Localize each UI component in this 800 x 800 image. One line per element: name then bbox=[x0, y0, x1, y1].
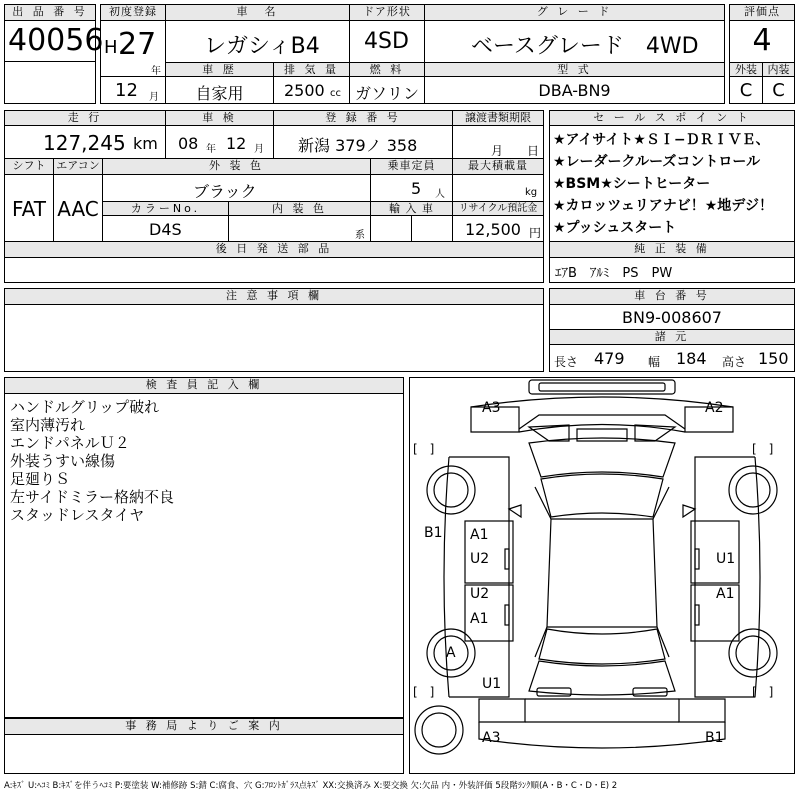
interior-color-cell bbox=[228, 215, 371, 242]
mark-left-rear-quarter: U1 bbox=[482, 676, 502, 692]
history: 自家用 bbox=[195, 84, 244, 103]
interior-color-header: 内 装 色 bbox=[228, 201, 371, 216]
trunk bbox=[529, 661, 675, 695]
model-code: DBA-BN9 bbox=[538, 81, 611, 100]
chassis-header: 車 台 番 号 bbox=[549, 288, 795, 305]
sales-line: ★アイサイト★ＳＩ−ＤＲＩＶＥ、 bbox=[553, 132, 770, 148]
length-label: 長さ bbox=[554, 355, 579, 369]
shift: FAT bbox=[11, 197, 46, 221]
plate-header: 登 録 番 号 bbox=[273, 110, 453, 126]
office-header: 事 務 局 よ り ご 案 内 bbox=[4, 718, 404, 735]
sales-cell bbox=[549, 125, 795, 242]
era: H bbox=[104, 37, 118, 58]
lot-no-cell bbox=[4, 20, 104, 62]
rear-outline bbox=[479, 699, 725, 722]
door-type: 4SD bbox=[364, 29, 409, 54]
equipment-list: ｴｱB ｱﾙﾐ PS PW bbox=[555, 266, 673, 281]
mark-right-rear-door: A1 bbox=[716, 586, 735, 602]
recycle-cell bbox=[452, 215, 544, 242]
inspector-header: 検 査 員 記 入 欄 bbox=[4, 377, 404, 394]
transfer-month-unit: 月 bbox=[491, 144, 504, 158]
inspection-cell bbox=[165, 125, 274, 159]
office-cell bbox=[4, 734, 404, 774]
inspection-year: 08 bbox=[178, 134, 199, 153]
roof bbox=[547, 519, 657, 627]
transfer-day-unit: 日 bbox=[527, 144, 540, 158]
mark-front-left: A3 bbox=[482, 400, 501, 416]
car-diagram bbox=[409, 377, 795, 774]
lot-no-header: 出 品 番 号 bbox=[4, 4, 96, 21]
later-parts-header: 後 日 発 送 部 品 bbox=[4, 241, 544, 258]
sales-header: セ ー ル ス ポ イ ン ト bbox=[549, 110, 795, 126]
inspection-month: 12 bbox=[226, 134, 247, 153]
body-left bbox=[449, 457, 509, 697]
interior-grade-cell bbox=[762, 76, 795, 104]
door-header: ドア形状 bbox=[349, 4, 425, 21]
width: 184 bbox=[676, 349, 707, 368]
mark-rear-left: A3 bbox=[482, 730, 501, 746]
equipment-cell bbox=[549, 257, 795, 283]
model-cell bbox=[424, 76, 725, 104]
length: 479 bbox=[594, 349, 625, 368]
mark-left-rear-door-2: A1 bbox=[470, 611, 489, 627]
displacement-cell bbox=[273, 76, 350, 104]
chassis-cell bbox=[549, 304, 795, 330]
first-reg-month: 12 bbox=[115, 80, 138, 101]
plate-cell bbox=[273, 125, 453, 159]
front-bumper-outline bbox=[529, 380, 675, 394]
body-right bbox=[695, 457, 755, 697]
capacity-unit: 人 bbox=[435, 189, 445, 200]
color-cell bbox=[102, 174, 371, 202]
mark-left-fender: B1 bbox=[424, 525, 443, 541]
score-cell bbox=[729, 20, 795, 63]
dims-cell bbox=[549, 344, 795, 372]
displacement-unit: cc bbox=[330, 88, 341, 99]
equipment-header: 純 正 装 備 bbox=[549, 241, 795, 258]
later-parts-cell bbox=[4, 257, 544, 283]
inspection-header: 車 検 bbox=[165, 110, 274, 126]
height: 150 bbox=[758, 349, 789, 368]
bracket-left-top: [ ] bbox=[413, 442, 435, 456]
chassis-number: BN9-008607 bbox=[622, 308, 722, 327]
sales-line: ★BSM★シートヒーター bbox=[553, 176, 711, 192]
color-header: 外 装 色 bbox=[102, 158, 371, 175]
notes-header: 注 意 事 項 欄 bbox=[4, 288, 544, 305]
transfer-header: 譲渡書類期限 bbox=[452, 110, 544, 126]
mileage-cell bbox=[4, 125, 166, 159]
bracket-right-bottom: [ ] bbox=[752, 685, 774, 699]
load-header: 最大積載量 bbox=[452, 158, 544, 175]
inspector-line: ハンドルグリップ破れ bbox=[10, 398, 160, 416]
inspection-year-unit: 年 bbox=[206, 144, 216, 155]
recycle-unit: 円 bbox=[529, 226, 542, 240]
mark-left-front-door-1: A1 bbox=[470, 527, 489, 543]
fuel-header: 燃 料 bbox=[349, 62, 425, 77]
fuel-cell bbox=[349, 76, 425, 104]
notes-cell bbox=[4, 304, 544, 372]
mark-right-front-door: U1 bbox=[716, 551, 736, 567]
interior-grade: C bbox=[772, 80, 785, 101]
plate-number: 新潟 379ノ 358 bbox=[298, 136, 418, 155]
grade: ベースグレード 4WD bbox=[471, 34, 699, 59]
color-no: D4S bbox=[149, 220, 182, 239]
door-cell bbox=[349, 20, 425, 63]
exterior-grade-cell bbox=[729, 76, 763, 104]
model-header: 型 式 bbox=[424, 62, 725, 77]
dims-header: 諸 元 bbox=[549, 329, 795, 345]
mark-front-right: A2 bbox=[705, 400, 724, 416]
grade-header: グ レ ー ド bbox=[424, 4, 725, 21]
lot-no-blank bbox=[4, 61, 96, 104]
bracket-right-top: [ ] bbox=[752, 442, 774, 456]
inspector-cell bbox=[4, 393, 404, 718]
front-outline bbox=[471, 407, 733, 432]
mileage: 127,245 bbox=[43, 131, 126, 155]
import-header: 輸 入 車 bbox=[370, 201, 453, 216]
year-unit: 年 bbox=[151, 66, 161, 77]
mark-left-rear-wheel: A bbox=[446, 645, 456, 661]
first-reg-year: 27 bbox=[118, 27, 157, 62]
sales-line: ★レーダークルーズコントロール bbox=[553, 154, 761, 170]
shift-header: シフト bbox=[4, 158, 54, 175]
capacity: 5 bbox=[411, 179, 422, 198]
inspection-month-unit: 月 bbox=[254, 144, 264, 155]
import-cell-2 bbox=[411, 215, 453, 242]
transfer-cell bbox=[452, 125, 544, 159]
score-header: 評価点 bbox=[729, 4, 795, 21]
grade-cell bbox=[424, 20, 725, 63]
recycle-amount: 12,500 bbox=[465, 220, 521, 239]
load-cell bbox=[452, 174, 544, 202]
recycle-header: リサイクル預託金 bbox=[452, 201, 544, 216]
width-label: 幅 bbox=[648, 355, 661, 369]
exterior-grade: C bbox=[739, 80, 753, 101]
inspector-line: 外装うすい線傷 bbox=[10, 452, 116, 470]
inspector-line: エンドパネルＵ２ bbox=[10, 434, 130, 452]
ac-cell bbox=[53, 174, 103, 242]
history-cell bbox=[165, 76, 274, 104]
import-cell bbox=[370, 215, 412, 242]
ac-header: エアコン bbox=[53, 158, 103, 175]
mark-left-front-door-2: U2 bbox=[470, 551, 490, 567]
ac: AAC bbox=[57, 197, 99, 221]
first-reg-cell bbox=[100, 20, 166, 77]
mark-rear-right: B1 bbox=[705, 730, 724, 746]
sales-line: ★プッシュスタート bbox=[553, 220, 677, 236]
sales-line: ★カロッツェリアナビ！★地デジ！ bbox=[553, 198, 773, 214]
mileage-header: 走 行 bbox=[4, 110, 166, 126]
car-name-header: 車 名 bbox=[165, 4, 350, 21]
mileage-unit: km bbox=[133, 134, 158, 153]
lot-no: 40056 bbox=[8, 23, 104, 58]
shift-cell bbox=[4, 174, 54, 242]
interior-color-unit: 系 bbox=[355, 230, 365, 241]
color-no-header: カラーNo. bbox=[102, 201, 229, 216]
height-label: 高さ bbox=[722, 355, 747, 369]
color-no-cell bbox=[102, 215, 229, 242]
inspector-line: 室内薄汚れ bbox=[10, 416, 86, 434]
interior-grade-header: 内装 bbox=[762, 62, 795, 77]
load-unit: kg bbox=[525, 187, 538, 198]
first-reg-header: 初度登録 bbox=[100, 4, 166, 21]
score: 4 bbox=[752, 23, 772, 58]
first-reg-month-cell bbox=[100, 76, 166, 104]
displacement-header: 排 気 量 bbox=[273, 62, 350, 77]
car-name: レガシィB4 bbox=[204, 34, 320, 59]
inspector-line: スタッドレスタイヤ bbox=[10, 506, 145, 524]
rear-window bbox=[539, 629, 665, 664]
history-header: 車 歴 bbox=[165, 62, 274, 77]
windshield bbox=[541, 474, 663, 517]
exterior-grade-header: 外装 bbox=[729, 62, 763, 77]
capacity-cell bbox=[370, 174, 453, 202]
displacement: 2500 bbox=[284, 81, 325, 100]
car-name-cell bbox=[165, 20, 350, 63]
legend: A:ｷｽﾞ U:ﾍｺﾐ B:ｷｽﾞを伴うﾍｺﾐ P:要塗装 W:補修跡 S:錆 C:腐食、穴 G:ﾌﾛﾝﾄｶﾞﾗｽ点ｷｽﾞ XX:交換済み X:要交換 欠:欠品 内・外装評価 5段階ﾗﾝｸ順(A・B・C・D・E) 2 bbox=[4, 781, 618, 791]
exterior-color: ブラック bbox=[193, 182, 257, 201]
capacity-header: 乗車定員 bbox=[370, 158, 453, 175]
hood-outline bbox=[529, 438, 675, 477]
inspector-line: 足廻りＳ bbox=[10, 470, 71, 488]
inspector-line: 左サイドミラー格納不良 bbox=[10, 488, 174, 506]
month-unit: 月 bbox=[149, 92, 159, 103]
bracket-left-bottom: [ ] bbox=[413, 685, 435, 699]
fuel: ガソリン bbox=[354, 84, 419, 103]
mark-left-rear-door-1: U2 bbox=[470, 586, 490, 602]
